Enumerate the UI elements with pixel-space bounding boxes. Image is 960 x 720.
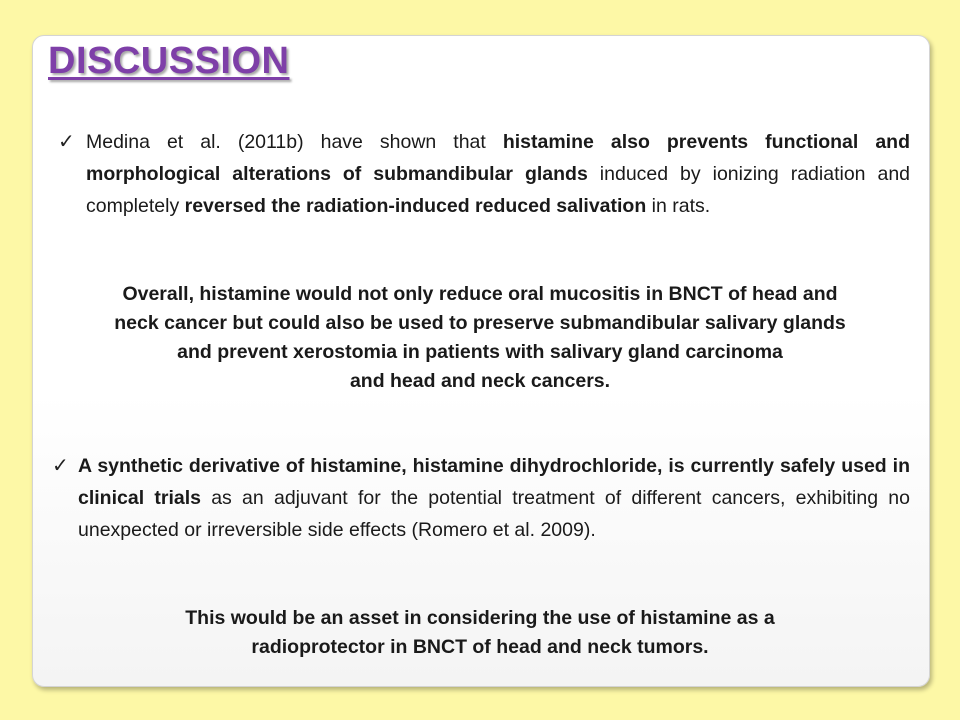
conclusion-asset-line-1: This would be an asset in considering the use of histamine as a: [185, 607, 775, 629]
bullet-derivative: [52, 450, 910, 546]
bullet-medina-text-3: in rats.: [646, 195, 711, 217]
conclusion-overall-line-2: neck cancer but could also be used to preserve submandibular salivary glands: [114, 312, 846, 334]
slide-title: DISCUSSION: [48, 40, 290, 82]
bullet-medina-bold-2: reversed the radiation-induced reduced salivation: [184, 195, 647, 217]
conclusion-asset: [40, 604, 920, 662]
bullet-medina-text: [86, 126, 910, 222]
bullet-derivative-bold-1: A synthetic derivative of histamine, histamine dihydrochloride, is currently safely used in clinical trials: [78, 455, 910, 509]
checkmark-icon: ✓: [58, 131, 75, 153]
conclusion-overall-line-1: Overall, histamine would not only reduce oral mucositis in BNCT of head and: [122, 283, 838, 305]
bullet-derivative-text-1: as an adjuvant for the potential treatment of different cancers, exhibiting no unexpected or irreversible side effects (Romero et al. 2009).: [78, 487, 910, 541]
bullet-medina: [58, 126, 910, 222]
bullet-medina-text-1: Medina et al. (2011b) have shown that: [86, 131, 503, 153]
conclusion-overall-line-3: and prevent xerostomia in patients with salivary gland carcinoma: [177, 341, 783, 363]
bullet-derivative-text: [78, 450, 910, 546]
bullet-medina-bold-1: histamine also prevents functional and morphological alterations of submandibular glands: [86, 131, 910, 185]
conclusion-overall-line-4: and head and neck cancers.: [349, 370, 611, 392]
bullet-medina-text-2: induced by ionizing radiation and completely: [86, 163, 911, 217]
checkmark-icon: ✓: [52, 455, 69, 477]
conclusion-overall: [40, 280, 920, 396]
conclusion-asset-line-2: radioprotector in BNCT of head and neck tumors.: [251, 636, 709, 658]
